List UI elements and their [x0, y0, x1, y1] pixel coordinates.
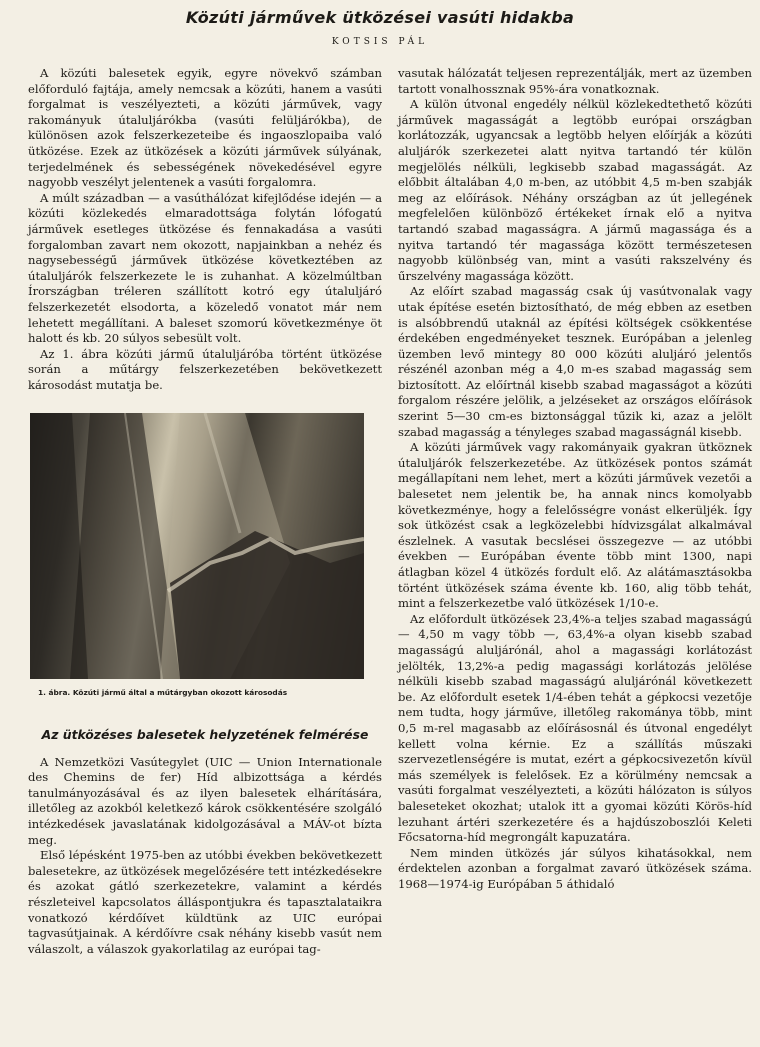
- paragraph: Első lépésként 1975-ben az utóbbi években bekövetkezett balesetekre, az ütközések megelőzésére tett intézkedésekre és azokat gátló szerkezetekre, valamint a kérdés részleteivel kapcsolatos álláspontjukra és tapasztalataikra vonatkozó kérdőívet küldtünk az UIC európai tagvasútjainak. A kérdőívre csak néhány kisebb vasút nem válaszolt, a válaszok gyakorlatilag az európai tag-: [28, 848, 382, 956]
- figure-photo-damaged-bridge: [30, 413, 364, 679]
- paragraph: Nem minden ütközés jár súlyos kihatásokkal, nem érdektelen azonban a forgalmat zavaró ütközések száma. 1968—1974-ig Európában 5 áthidaló: [398, 845, 752, 891]
- paragraph: A múlt században — a vasúthálózat kifejlődése idején — a közúti közlekedés elmaradottsága folytán lófogatú járművek esetleges ütközése és fennakadása a vasúti forgalomban zavart nem okozott, napjainkban a nehéz és nagysebességű járművek ütközése következtében az útaluljárók felszerkezete le is zuhanhat. A közelmúltban Írországban tréleren szállított kotró egy útaluljáró felszerkezetét elsodorta, a közeledő vonatot már nem lehetett megállítani. A baleset szomorú következménye öt halott és kb. 20 súlyos sebesült volt.: [28, 190, 382, 346]
- paragraph: A Nemzetközi Vasútegylet (UIC — Union Internationale des Chemins de fer) Híd albizottsága a kérdés tanulmányozásával és az ilyen balesetek elhárítására, illetőleg az azokból keletkező károk csökkentésére szolgáló intézkedések javaslatának kidolgozásával a MÁV-ot bízta meg.: [28, 754, 382, 847]
- figure-caption: 1. ábra. Közúti jármű által a műtárgyban okozott károsodás: [38, 688, 288, 698]
- paragraph: A külön útvonal engedély nélkül közlekedtethető közúti járművek magasságát a legtöbb európai országban korlátozzák, ugyancsak a legtöbb helyen előírják a közúti aluljárók szerkezetei alatt nyitva tartandó tér külön megjelölés nélküli, legkisebb szabad magasságát. Az előbbit általában 4,0 m-ben, az utóbbit 4,5 m-ben szabják meg az előírások. Néhány országban az út jellegének megfelelően különböző értékeket írnak elő a nyitva tartandó szabad magasságra. A jármű magassága és a nyitva tartandó tér magassága között természetesen nagyobb különbség van, mint a vasúti rakszelvény és űrszelvény magassága között.: [398, 97, 752, 283]
- paragraph: Az 1. ábra közúti jármű útaluljáróba történt ütközése során a műtárgy felszerkezetében bekövetkezett károsodást mutatja be.: [28, 346, 382, 392]
- paragraph: A közúti balesetek egyik, egyre növekvő számban előforduló fajtája, amely nemcsak a közúti, hanem a vasúti forgalmat is veszélyezteti, a közúti járművek, vagy rakományuk útaluljárókba (vasúti felüljárókba), de különösen azok felszerkezeteibe és ingaoszlopaiba való ütközése. Ezek az ütközések a közúti járművek súlyának, terjedelmének és sebességének növekedésével egyre nagyobb veszélyt jelentenek a vasúti forgalomra.: [28, 66, 382, 190]
- paragraph: Az előírt szabad magasság csak új vasútvonalak vagy utak építése esetén biztosítható, de még ebben az esetben is alsóbbrendű utaknál az építési költségek csökkentése érdekében engedményeket tesznek. Európában a jelenleg üzemben levő mintegy 80 000 közúti aluljáró jelentős részénél azonban még a 4,0 m-es szabad magasság sem biztosított. Az előírtnál kisebb szabad magasságot a közúti forgalom részére jelölik, a jelzéseket az országos előírások szerint 5—30 cm-es biztonsággal tűzik ki, azaz a jelölt szabad magasság a tényleges szabad magasságnál kisebb.: [398, 284, 752, 439]
- paragraph: A közúti járművek vagy rakományaik gyakran ütköznek útaluljárók felszerkezetébe. Az ütközések pontos számát megállapítani nem lehet, mert a közúti járművek vezetői a balesetet nem jelentik be, ha annak nincs komolyabb következménye, hogy a felelősségre vonást elkerüljék. Így sok ütközést csak a legközelebbi hídvizsgálat alkalmával észlelnek. A vasutak becslései összegezve — az utóbbi években — Európában évente több mint 1300, napi átlagban közel 4 ütközés fordult elő. Az alátámasztásokba történt ütközések száma évente kb. 160, alig több tehát, mint a felszerkezetbe való ütközések 1/10-e.: [398, 440, 752, 611]
- section-heading: Az ütközéses balesetek helyzetének felmérése: [41, 727, 369, 743]
- photo-illustration: [30, 413, 364, 679]
- article-title: Közúti járművek ütközései vasúti hidakba: [185, 8, 575, 27]
- left-column: [28, 66, 382, 957]
- article-author: KOTSIS PÁL: [331, 37, 429, 47]
- right-column: [398, 66, 752, 892]
- paragraph: Az előfordult ütközések 23,4%-a teljes szabad magasságú — 4,50 m vagy több —, 63,4%-a olyan kisebb szabad magasságú aluljárónál, ahol a magassági korlátozást jelölték, 13,2%-a pedig magassági korlátozás jelölése nélküli kisebb szabad magasságú aluljárónál következett be. Az előfordult esetek 1/4-ében tehát a gépkocsi vezetője nem tudta, hogy járműve, illetőleg rakománya több, mint 0,5 m-rel magasabb az előírásosnál és útvonal engedélyt kellett volna kérnie. Ez a szállítás műszaki szervezetlenségére is mutat, ezért a gépkocsivezetőn kívül más személyek is felelősek. Ez a körülmény nemcsak a vasúti forgalmat veszélyezteti, a közúti hálózaton is súlyos baleseteket okozhat; utalok itt a gyomai közúti Körös-híd lezuhant ártéri szerkezetére és a hajdúszoboszlói Keleti Főcsatorna-híd megrongált kapuzatára.: [398, 611, 752, 845]
- paragraph: vasutak hálózatát teljesen reprezentálják, mert az üzemben tartott vonalhossznak 95%-ára vonatkoznak.: [398, 66, 752, 96]
